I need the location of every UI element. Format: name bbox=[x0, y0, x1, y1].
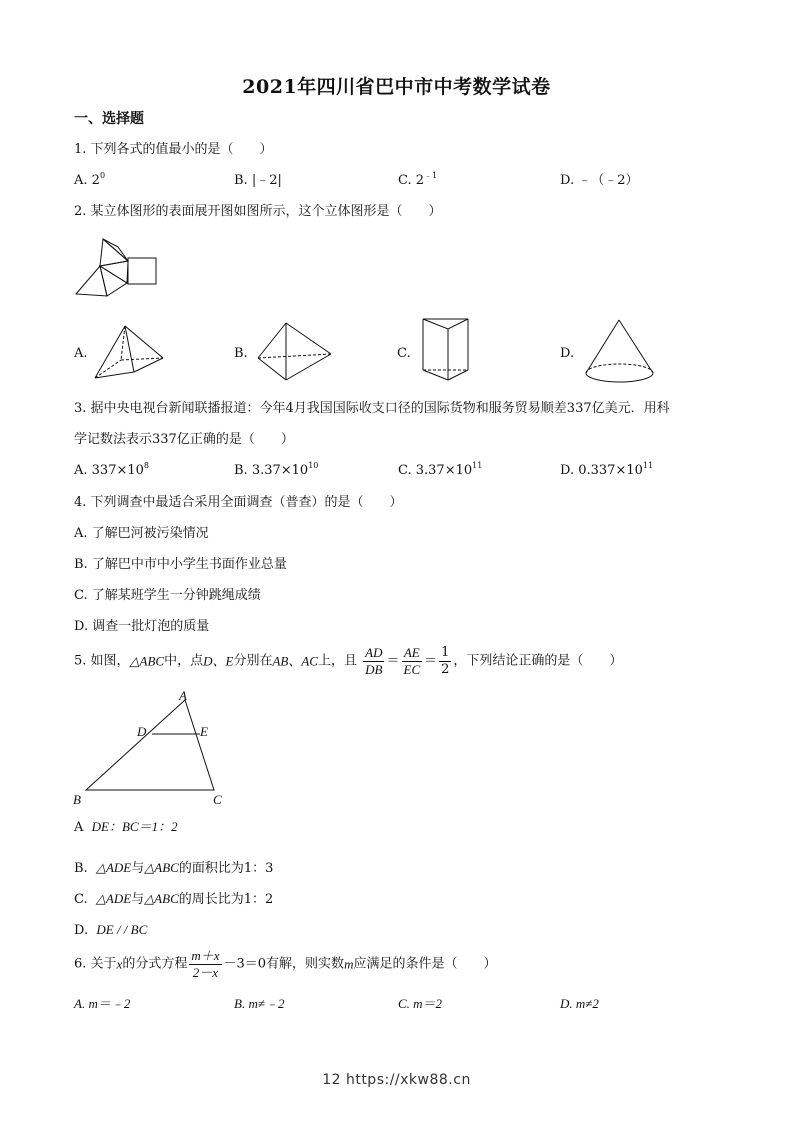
page-title: 2021年四川省巴中市中考数学试卷 bbox=[242, 76, 551, 98]
fraction-one-half: $\frac{1}{2}$ bbox=[441, 645, 450, 677]
q4-option-b: B. 了解巴中市中小学生书面作业总量 bbox=[74, 557, 287, 572]
q5-option-b: B. △ADE与△ABC的面积比为1：3 bbox=[74, 860, 274, 876]
q6-option-a: A. m＝﹣2 bbox=[74, 996, 131, 1011]
q3-stem-line1: 3. 据中央电视台新闻联播报道：今年4月我国国际收支口径的国际货物和服务贸易顺差337亿美元．用科 bbox=[74, 401, 670, 416]
vertex-label-e: E bbox=[200, 724, 208, 739]
vertex-label-d: D bbox=[137, 724, 147, 739]
square-pyramid-figure bbox=[92, 322, 167, 382]
q6-stem: 6. 关于x的分式方程 $\frac{m+x}{2-x}$ －3＝0有解，则实数m应满足的条件是（ ） bbox=[74, 948, 497, 980]
q5-stem: 5. 如图，△ABC中，点D、E分别在AB、AC上，且 $\frac{AD}{DB}$ ＝ $\frac{AE}{EC}$ ＝ $\frac{1}{2}$ ，下列结论正确的是（ ） bbox=[74, 645, 623, 677]
q1-option-d: D. ﹣（﹣2） bbox=[560, 173, 639, 188]
q6-option-d: D. m≠2 bbox=[560, 996, 599, 1011]
q3-stem-line2: 学记数法表示337亿正确的是（ ） bbox=[74, 432, 294, 447]
page-footer: 12 https://xkw88.cn bbox=[322, 1072, 471, 1088]
q1-option-b: B. |﹣2| bbox=[234, 173, 282, 188]
q2-stem: 2. 某立体图形的表面展开图如图所示，这个立体图形是（ ） bbox=[74, 204, 442, 219]
q5-option-a: A DE：BC＝1：2 bbox=[74, 819, 178, 835]
cone-figure bbox=[582, 318, 658, 386]
q2-option-c: C. bbox=[397, 346, 411, 361]
q4-stem: 4. 下列调查中最适合采用全面调查（普查）的是（ ） bbox=[74, 495, 403, 510]
section-heading: 一、选择题 bbox=[74, 111, 144, 127]
q6-option-c: C. m＝2 bbox=[398, 996, 443, 1011]
q5-option-d: D. DE / / BC bbox=[74, 922, 148, 938]
tetrahedron-figure bbox=[255, 320, 335, 384]
q2-option-a: A. bbox=[74, 346, 88, 361]
q3-option-a: A. $337\times 10^8$ bbox=[74, 461, 149, 478]
fraction-ae-ec: $\frac{AE}{EC}$ bbox=[403, 645, 421, 677]
q1-option-a: A. $2^0$ bbox=[74, 171, 106, 188]
triangular-prism-figure bbox=[420, 316, 476, 384]
vertex-label-b: B bbox=[73, 792, 81, 807]
q2-option-b: B. bbox=[234, 346, 248, 361]
q4-option-d: D. 调查一批灯泡的质量 bbox=[74, 619, 210, 634]
q2-option-d: D. bbox=[560, 346, 575, 361]
triangle-abc-figure bbox=[70, 688, 240, 810]
q3-option-c: C. $3.37\times 10^{11}$ bbox=[398, 461, 483, 478]
fraction-m-plus-x: $\frac{m+x}{2-x}$ bbox=[191, 948, 220, 980]
q3-option-d: D. $0.337\times 10^{11}$ bbox=[560, 461, 654, 478]
net-figure bbox=[70, 236, 190, 300]
q5-option-c: C. △ADE与△ABC的周长比为1：2 bbox=[74, 891, 274, 907]
q4-option-a: A. 了解巴河被污染情况 bbox=[74, 526, 209, 541]
q3-option-b: B. $3.37\times 10^{10}$ bbox=[234, 461, 319, 478]
fraction-ad-db: $\frac{AD}{DB}$ bbox=[365, 645, 383, 677]
vertex-label-a: A bbox=[179, 688, 187, 703]
q6-option-b: B. m≠﹣2 bbox=[234, 996, 285, 1011]
vertex-label-c: C bbox=[213, 792, 222, 807]
q1-option-c: C. $2^{﹣1}$ bbox=[398, 171, 438, 188]
q1-stem: 1. 下列各式的值最小的是（ ） bbox=[74, 142, 273, 157]
q4-option-c: C. 了解某班学生一分钟跳绳成绩 bbox=[74, 588, 261, 603]
